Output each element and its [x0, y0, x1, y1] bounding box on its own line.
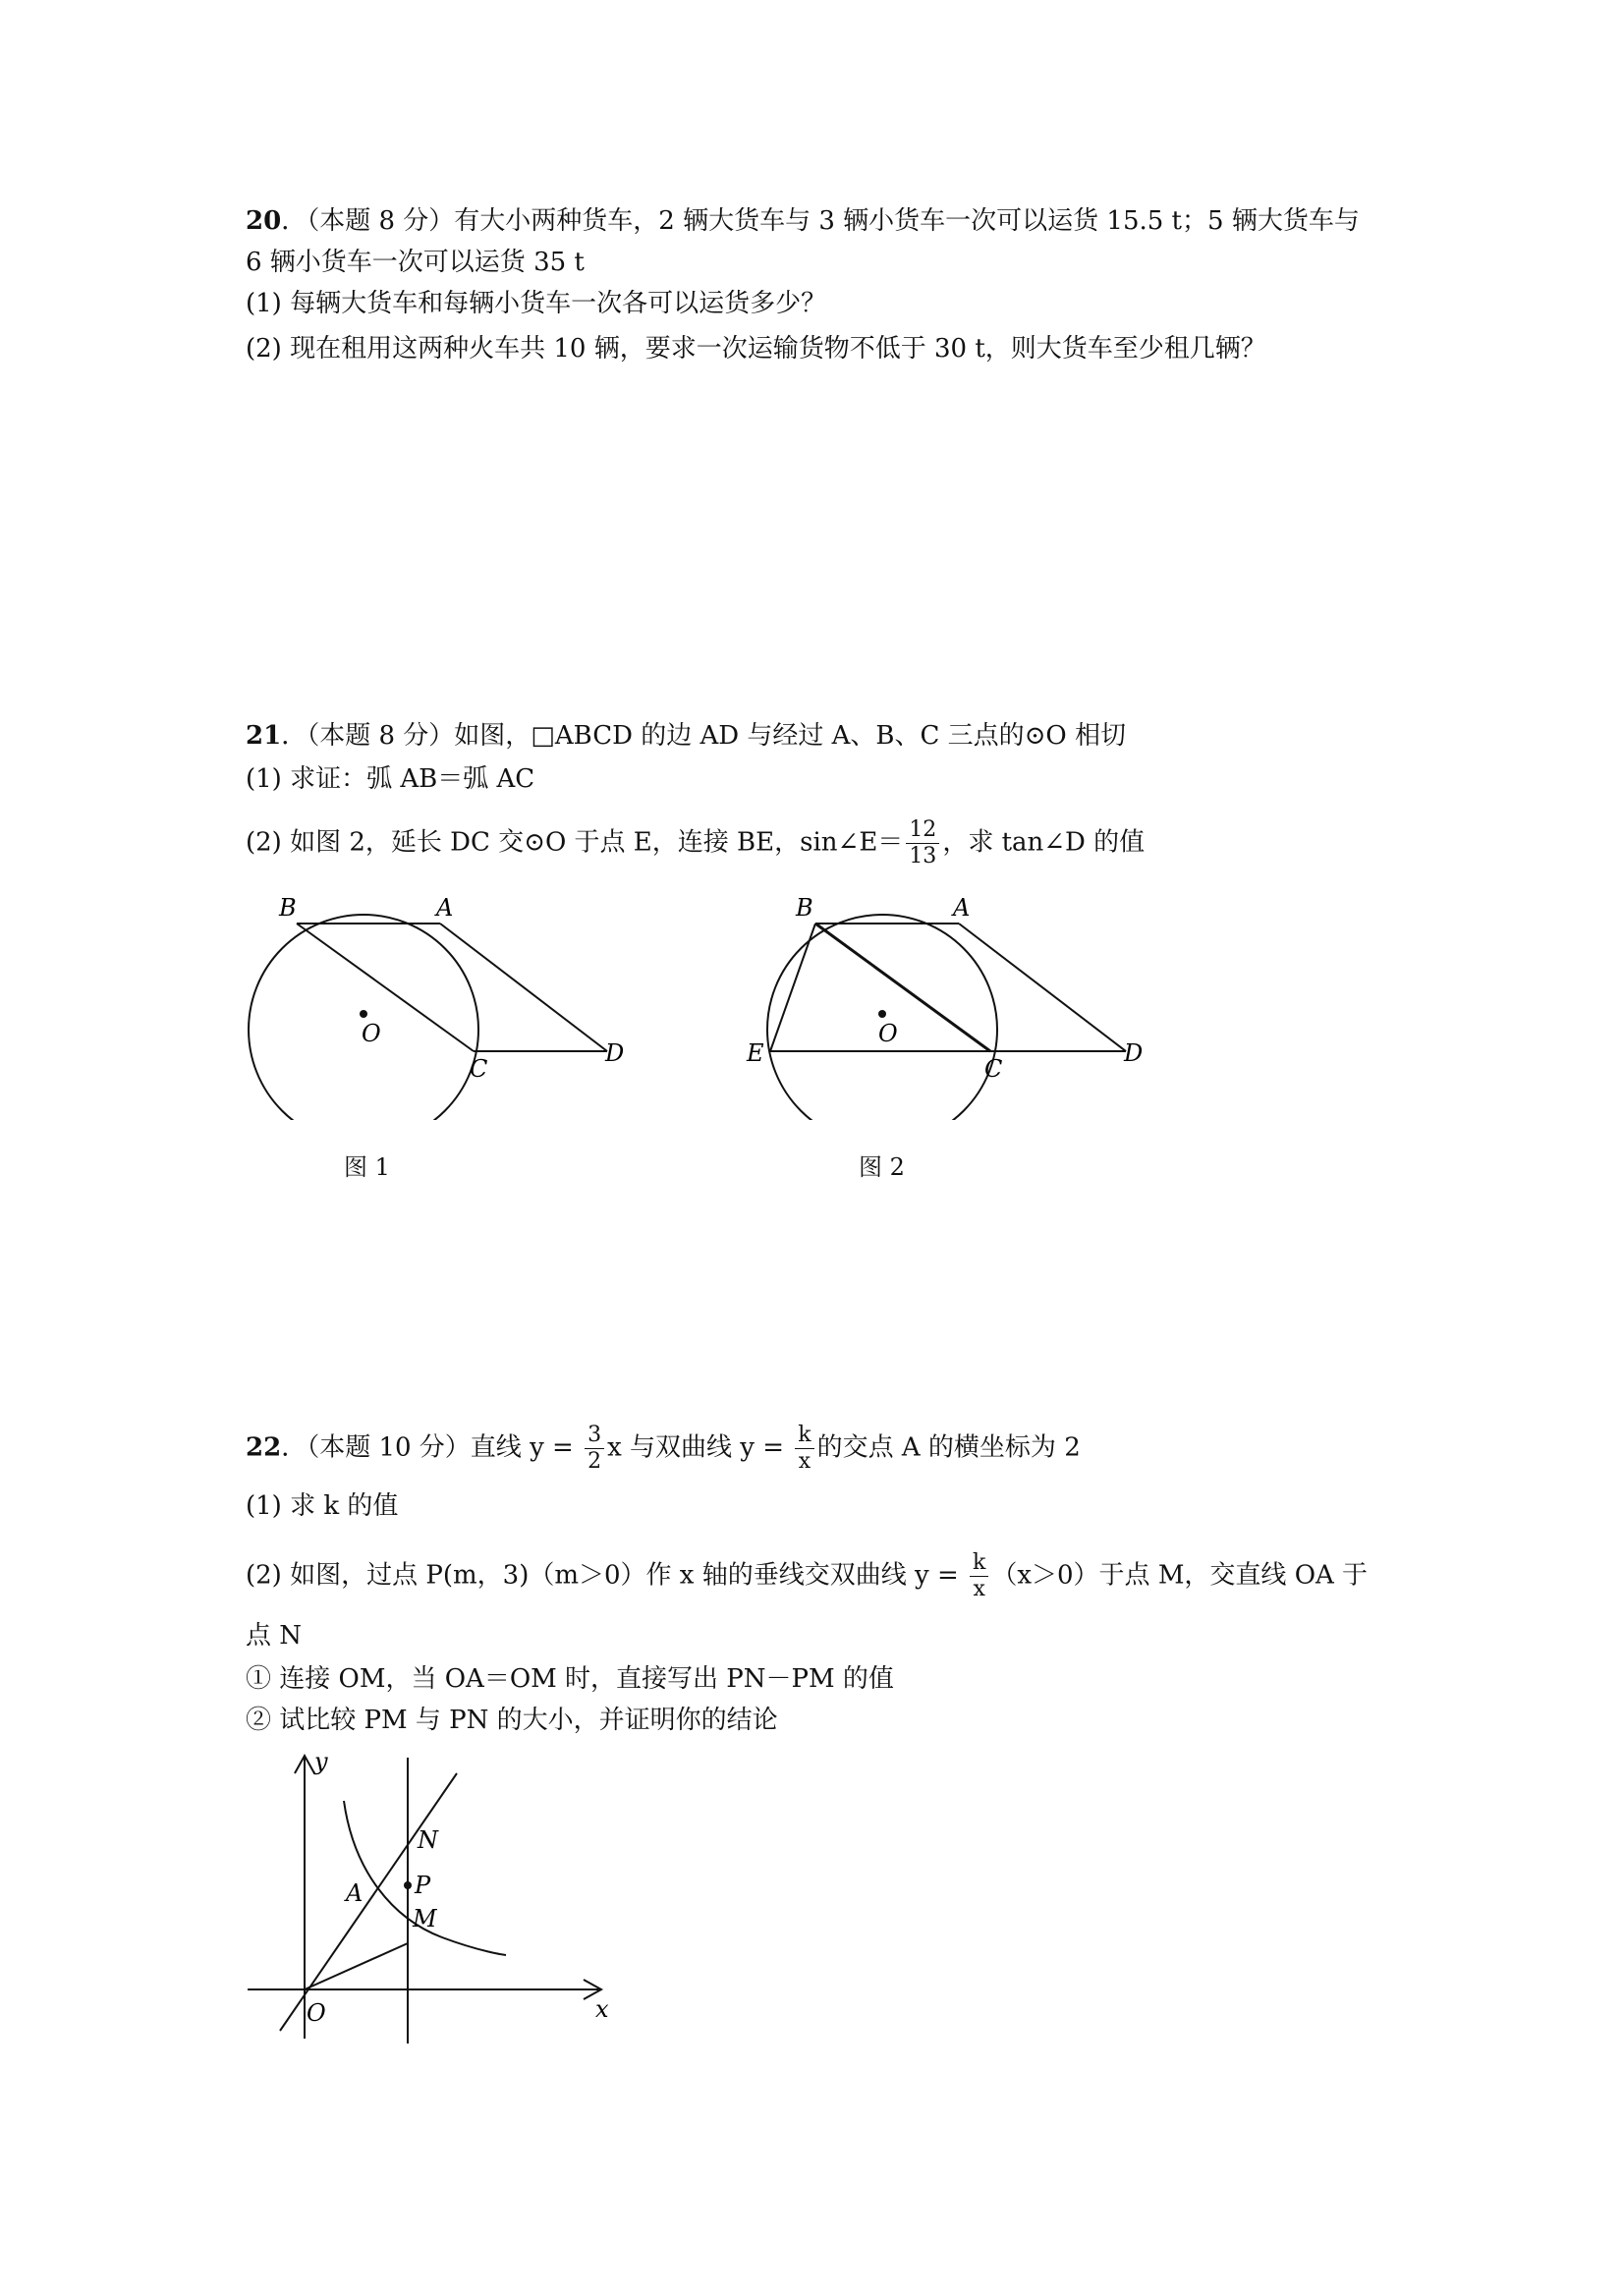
- label-b: B: [796, 894, 813, 922]
- segment-ad: [440, 924, 607, 1051]
- center-dot: [878, 1010, 886, 1018]
- q21-part1: (1) 求证：弧 AB＝弧 AC: [246, 764, 535, 794]
- q20-stem-1: ．（本题 8 分）有大小两种货车，2 辆大货车与 3 辆小货车一次可以运货 15.5 t；5 辆大货车与: [281, 206, 1360, 236]
- q22-stem-c: 的交点 A 的横坐标为 2: [816, 1432, 1081, 1463]
- q20-part1: (1) 每辆大货车和每辆小货车一次各可以运货多少？: [246, 289, 827, 318]
- label-m: M: [413, 1905, 437, 1932]
- fraction-numerator: k: [795, 1423, 813, 1449]
- q22-stem-a: ．（本题 10 分）直线 y =: [281, 1432, 583, 1463]
- q22-part1: (1) 求 k 的值: [246, 1491, 399, 1521]
- q21-line1: [246, 719, 1126, 753]
- q22-part2-a: (2) 如图，过点 P(m，3)（m＞0）作 x 轴的垂线交双曲线 y =: [246, 1560, 967, 1591]
- label-p: P: [415, 1872, 431, 1899]
- fraction-numerator: 3: [585, 1423, 604, 1449]
- segment-om: [305, 1943, 408, 1989]
- q21-figure-2-caption: 图 2: [859, 1153, 905, 1181]
- q22-figure: [236, 1744, 629, 2048]
- label-x: x: [595, 1995, 609, 2023]
- label-b: B: [279, 894, 297, 922]
- q21-stem: ．（本题 8 分）如图，□ABCD 的边 AD 与经过 A、B、C 三点的⊙O 相切: [281, 721, 1127, 751]
- segment-bc: [297, 924, 474, 1051]
- label-o: O: [307, 1999, 326, 2027]
- segment-bc: [815, 924, 990, 1051]
- label-a: A: [346, 1879, 364, 1907]
- q21-figure-1: [236, 884, 668, 1120]
- q21-figure-2: [739, 884, 1171, 1120]
- q22-number: 22: [246, 1432, 282, 1463]
- q22-sub2: ② 试比较 PM 与 PN 的大小，并证明你的结论: [246, 1706, 778, 1735]
- fraction-denominator: 13: [909, 844, 937, 868]
- q20-part2: (2) 现在租用这两种火车共 10 辆，要求一次运输货物不低于 30 t，则大货车至少租几辆？: [246, 334, 1266, 364]
- q22-fraction-2: [795, 1423, 813, 1475]
- q21-fraction: [906, 817, 939, 869]
- q22-part2: [246, 1550, 1368, 1602]
- fraction-denominator: x: [973, 1577, 985, 1601]
- segment-be: [770, 924, 815, 1051]
- label-n: N: [418, 1826, 438, 1854]
- fraction-denominator: 2: [588, 1449, 602, 1474]
- q22-stem-b: x 与双曲线 y =: [607, 1432, 793, 1463]
- line-oa: [280, 1773, 457, 2031]
- label-a: A: [436, 894, 454, 922]
- point-p: [404, 1881, 412, 1889]
- label-d: D: [605, 1039, 625, 1067]
- label-o: O: [362, 1020, 381, 1047]
- q20-number: 20: [246, 206, 282, 236]
- q21-part2-pre: (2) 如图 2，延长 DC 交⊙O 于点 E，连接 BE，sin∠E＝: [246, 827, 904, 858]
- q20-stem-2: 6 辆小货车一次可以运货 35 t: [246, 248, 585, 277]
- center-dot: [360, 1010, 367, 1018]
- label-c: C: [470, 1055, 488, 1083]
- q22-part2-b: （x＞0）于点 M，交直线 OA 于: [991, 1560, 1369, 1591]
- q22-fraction-1: [585, 1423, 604, 1475]
- q21-number: 21: [246, 721, 282, 751]
- segment-ad: [959, 924, 1126, 1051]
- q22-part2-continuation: 点 N: [246, 1621, 303, 1651]
- q22-sub1: ① 连接 OM，当 OA＝OM 时，直接写出 PN－PM 的值: [246, 1664, 894, 1694]
- q20-line1: [246, 204, 1360, 238]
- q22-line1: [246, 1423, 1081, 1475]
- label-y: y: [314, 1748, 328, 1775]
- fraction-denominator: x: [798, 1449, 812, 1474]
- label-e: E: [747, 1039, 764, 1067]
- label-a: A: [953, 894, 971, 922]
- label-d: D: [1124, 1039, 1144, 1067]
- q22-fraction-3: [970, 1550, 988, 1602]
- q21-part2-post: ，求 tan∠D 的值: [942, 827, 1146, 858]
- q21-part2: [246, 817, 1145, 869]
- q21-figure-1-caption: 图 1: [344, 1153, 390, 1181]
- fraction-numerator: 12: [906, 817, 939, 844]
- fraction-numerator: k: [970, 1550, 988, 1577]
- label-c: C: [984, 1055, 1003, 1083]
- label-o: O: [878, 1020, 898, 1047]
